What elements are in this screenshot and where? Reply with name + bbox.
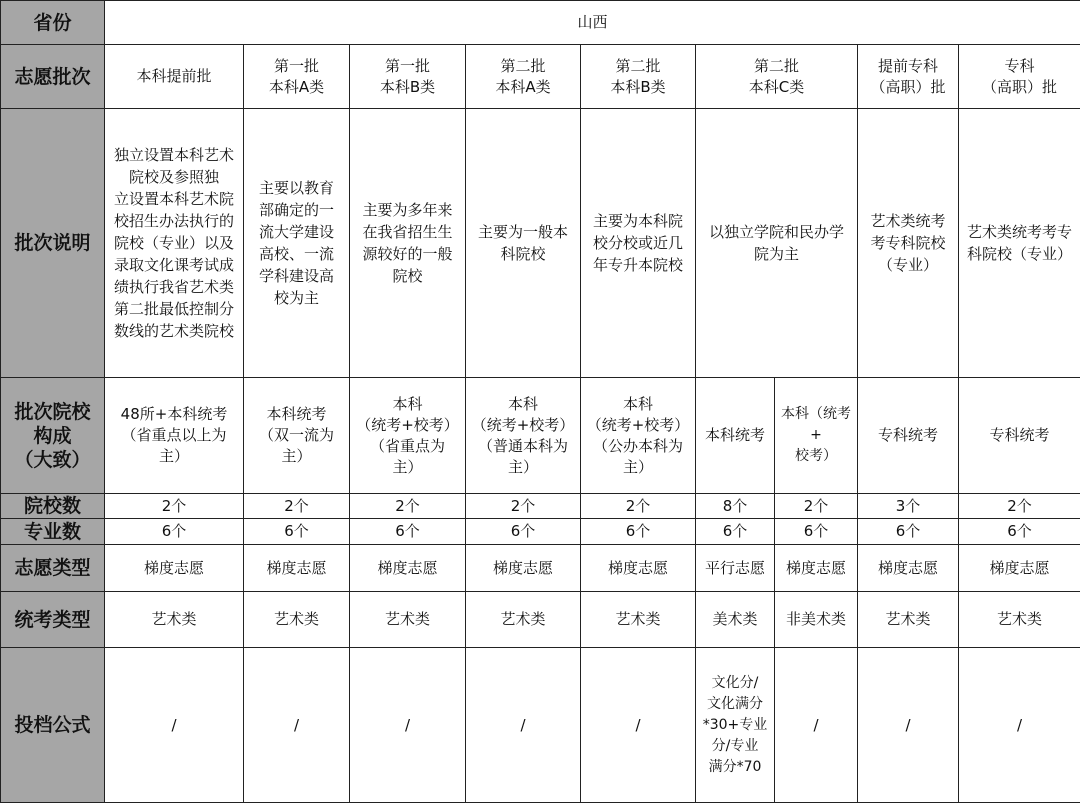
batch-header: 志愿批次 [1, 45, 105, 109]
volunteer-type-cell: 梯度志愿 [105, 545, 244, 592]
description-cell: 艺术类统考考专 科院校（专业） [959, 109, 1080, 378]
composition-cell: 本科统考 （双一流为 主） [244, 378, 350, 494]
formula-cell: / [466, 648, 581, 803]
formula-cell: / [105, 648, 244, 803]
batch-cell: 第二批 本科C类 [696, 45, 858, 109]
batch-cell: 本科提前批 [105, 45, 244, 109]
description-cell: 主要为本科院 校分校或近几 年专升本院校 [581, 109, 696, 378]
batch-cell: 专科 （高职）批 [959, 45, 1080, 109]
school-count-cell: 2个 [350, 494, 466, 519]
volunteer-type-cell: 梯度志愿 [858, 545, 959, 592]
composition-cell: 本科 （统考+校考） （公办本科为 主） [581, 378, 696, 494]
major-count-cell: 6个 [581, 519, 696, 545]
province-row [1, 1, 1080, 45]
description-cell: 主要为多年来 在我省招生生 源较好的一般 院校 [350, 109, 466, 378]
formula-cell: / [244, 648, 350, 803]
exam-type-cell: 艺术类 [581, 592, 696, 648]
major-count-cell: 6个 [350, 519, 466, 545]
formula-cell: / [581, 648, 696, 803]
province-header: 省份 [1, 1, 105, 45]
volunteer-type-cell: 梯度志愿 [775, 545, 858, 592]
major-count-cell: 6个 [696, 519, 775, 545]
batch-cell: 第二批 本科B类 [581, 45, 696, 109]
exam-type-cell: 艺术类 [350, 592, 466, 648]
exam-type-cell: 艺术类 [244, 592, 350, 648]
major-count-header: 专业数 [1, 519, 105, 545]
school-count-cell: 2个 [775, 494, 858, 519]
description-cell: 主要以教育 部确定的一 流大学建设 高校、一流 学科建设高 校为主 [244, 109, 350, 378]
province-value: 山西 [105, 1, 1080, 45]
formula-row [1, 648, 1080, 803]
composition-header: 批次院校 构成 （大致） [1, 378, 105, 494]
composition-cell: 本科统考 [696, 378, 775, 494]
school-count-header: 院校数 [1, 494, 105, 519]
major-count-cell: 6个 [244, 519, 350, 545]
composition-cell: 专科统考 [858, 378, 959, 494]
formula-cell: / [858, 648, 959, 803]
volunteer-type-cell: 梯度志愿 [350, 545, 466, 592]
exam-type-header: 统考类型 [1, 592, 105, 648]
batch-cell: 第一批 本科A类 [244, 45, 350, 109]
formula-cell: 文化分/ 文化满分 *30+专业 分/专业 满分*70 [696, 648, 775, 803]
major-count-cell: 6个 [775, 519, 858, 545]
major-count-cell: 6个 [105, 519, 244, 545]
batch-row [1, 45, 1080, 109]
volunteer-type-cell: 梯度志愿 [581, 545, 696, 592]
exam-type-cell: 非美术类 [775, 592, 858, 648]
volunteer-type-cell: 平行志愿 [696, 545, 775, 592]
school-count-cell: 2个 [581, 494, 696, 519]
formula-cell: / [350, 648, 466, 803]
major-count-cell: 6个 [959, 519, 1080, 545]
formula-cell: / [959, 648, 1080, 803]
description-header: 批次说明 [1, 109, 105, 378]
description-cell: 艺术类统考 考专科院校 （专业） [858, 109, 959, 378]
formula-header: 投档公式 [1, 648, 105, 803]
description-cell: 以独立学院和民办学 院为主 [696, 109, 858, 378]
school-count-cell: 8个 [696, 494, 775, 519]
composition-cell: 本科 （统考+校考） （省重点为 主） [350, 378, 466, 494]
description-cell: 独立设置本科艺术 院校及参照独 立设置本科艺术院 校招生办法执行的 院校（专业）以及 录取文化课考试成 绩执行我省艺术类 第二批最低控制分 数线的艺术类院校 [105, 109, 244, 378]
school-count-cell: 2个 [959, 494, 1080, 519]
formula-cell: / [775, 648, 858, 803]
composition-cell: 48所+本科统考 （省重点以上为 主） [105, 378, 244, 494]
school-count-cell: 3个 [858, 494, 959, 519]
description-cell: 主要为一般本 科院校 [466, 109, 581, 378]
batch-cell: 第一批 本科B类 [350, 45, 466, 109]
exam-type-cell: 艺术类 [959, 592, 1080, 648]
major-count-cell: 6个 [466, 519, 581, 545]
volunteer-type-cell: 梯度志愿 [466, 545, 581, 592]
batch-cell: 第二批 本科A类 [466, 45, 581, 109]
composition-row [1, 378, 1080, 494]
exam-type-cell: 艺术类 [858, 592, 959, 648]
description-row [1, 109, 1080, 378]
composition-cell: 专科统考 [959, 378, 1080, 494]
school-count-cell: 2个 [244, 494, 350, 519]
school-count-row [1, 494, 1080, 519]
school-count-cell: 2个 [466, 494, 581, 519]
exam-type-row [1, 592, 1080, 648]
exam-type-cell: 艺术类 [466, 592, 581, 648]
exam-type-cell: 美术类 [696, 592, 775, 648]
exam-type-cell: 艺术类 [105, 592, 244, 648]
major-count-cell: 6个 [858, 519, 959, 545]
batch-cell: 提前专科 （高职）批 [858, 45, 959, 109]
volunteer-type-header: 志愿类型 [1, 545, 105, 592]
volunteer-type-row [1, 545, 1080, 592]
volunteer-type-cell: 梯度志愿 [244, 545, 350, 592]
volunteer-type-cell: 梯度志愿 [959, 545, 1080, 592]
composition-cell: 本科 （统考+校考） （普通本科为 主） [466, 378, 581, 494]
school-count-cell: 2个 [105, 494, 244, 519]
composition-cell: 本科（统考+ 校考） [775, 378, 858, 494]
major-count-row [1, 519, 1080, 545]
